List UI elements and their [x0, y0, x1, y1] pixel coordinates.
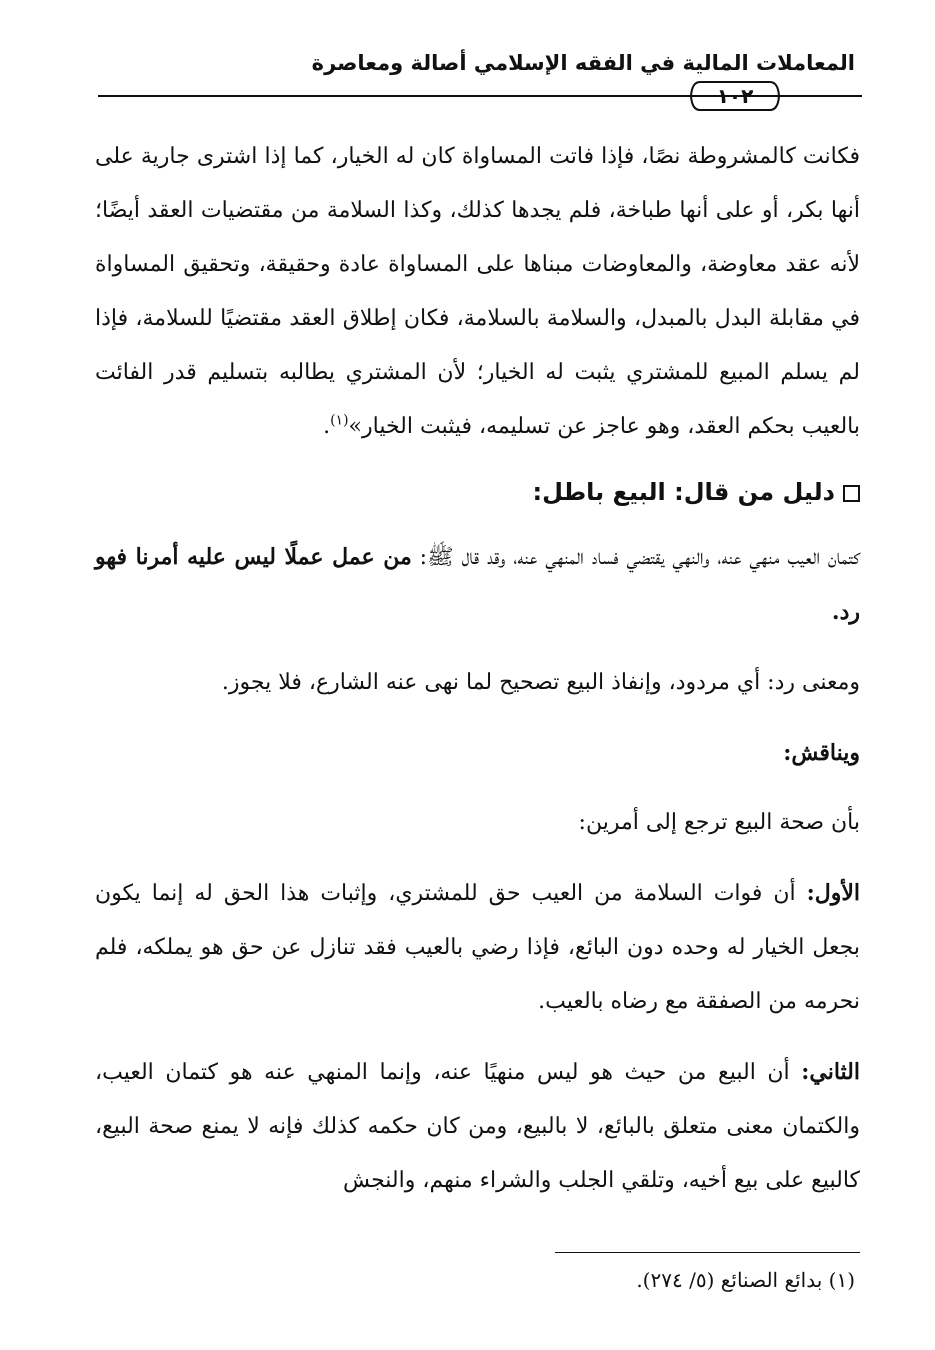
- paragraph-text: أن فوات السلامة من العيب حق للمشتري، وإثبات هذا الحق له إنما يكون بجعل الخيار له وحده دون البائع، فإذا رضي بالعيب فقد تنازل عن حق هو يملكه، فلم نحرمه من الصفقة مع رضاه بالعيب.: [95, 881, 860, 1014]
- hadith-text: من عمل عملًا ليس عليه أمرنا فهو رد.: [95, 544, 860, 625]
- discussion-label: ويناقش:: [783, 740, 860, 766]
- paragraph-bada-i-quote: [95, 130, 860, 454]
- paragraph-meaning: ومعنى رد: أي مردود، وإنفاذ البيع تصحيح لما نهى عنه الشارع، فلا يجوز.: [221, 670, 860, 695]
- second-label: الثاني:: [801, 1059, 860, 1085]
- footnote-reference: (١): [330, 412, 349, 429]
- page-number: ١٠٢: [716, 84, 754, 108]
- footnote-rule: [555, 1252, 860, 1253]
- header-rule: [98, 95, 862, 97]
- running-header-title: المعاملات المالية في الفقه الإسلامي أصالة ومعاصرة: [311, 51, 855, 75]
- paragraph-second-matter: [95, 1045, 860, 1208]
- paragraph-text: أن البيع من حيث هو ليس منهيًا عنه، وإنما المنهي عنه هو كتمان العيب، والكتمان معنى متعلق بالبائع، لا بالبيع، ومن كان حكمه كذلك فإنه لا يمنع صحة البيع، كالبيع على بيع أخيه، وتلقي الجلب والشراء منهم، والنجش: [95, 1060, 860, 1193]
- paragraph-text: كتمان العيب منهي عنه، والنهي يقتضي فساد المنهي عنه، وقد قال ﷺ:: [411, 545, 860, 570]
- section-heading-text: دليل من قال: البيع باطل:: [532, 478, 835, 506]
- section-heading: [95, 470, 860, 514]
- sentence-end: .: [323, 414, 331, 439]
- first-label: الأول:: [806, 880, 860, 906]
- paragraph-first-matter: [95, 866, 860, 1029]
- paragraph-two-matters: بأن صحة البيع ترجع إلى أمرين:: [578, 810, 860, 835]
- main-text: [95, 130, 860, 1208]
- square-bullet-icon: [843, 485, 860, 502]
- footnote: (١) بدائع الصنائع (٥/ ٢٧٤).: [636, 1268, 855, 1292]
- paragraph-evidence: [95, 530, 860, 640]
- paragraph-text: فكانت كالمشروطة نصًا، فإذا فاتت المساواة كان له الخيار، كما إذا اشترى جارية على أنها بكر، أو على أنها طباخة، فلم يجدها كذلك، وكذا السلامة من مقتضيات العقد أيضًا؛ لأنه عقد معاوضة، والمعاوضات مبناها على المساواة عادة وحقيقة، وتحقيق المساواة في مقابلة البدل بالمبدل، والسلامة بالسلامة، فكان إطلاق العقد مقتضيًا للسلامة، فإذا لم يسلم المبيع للمشتري يثبت له الخيار؛ لأن المشتري يطالبه بتسليم قدر الفائت بالعيب بحكم العقد، وهو عاجز عن تسليمه، فيثبت الخيار»: [95, 144, 861, 439]
